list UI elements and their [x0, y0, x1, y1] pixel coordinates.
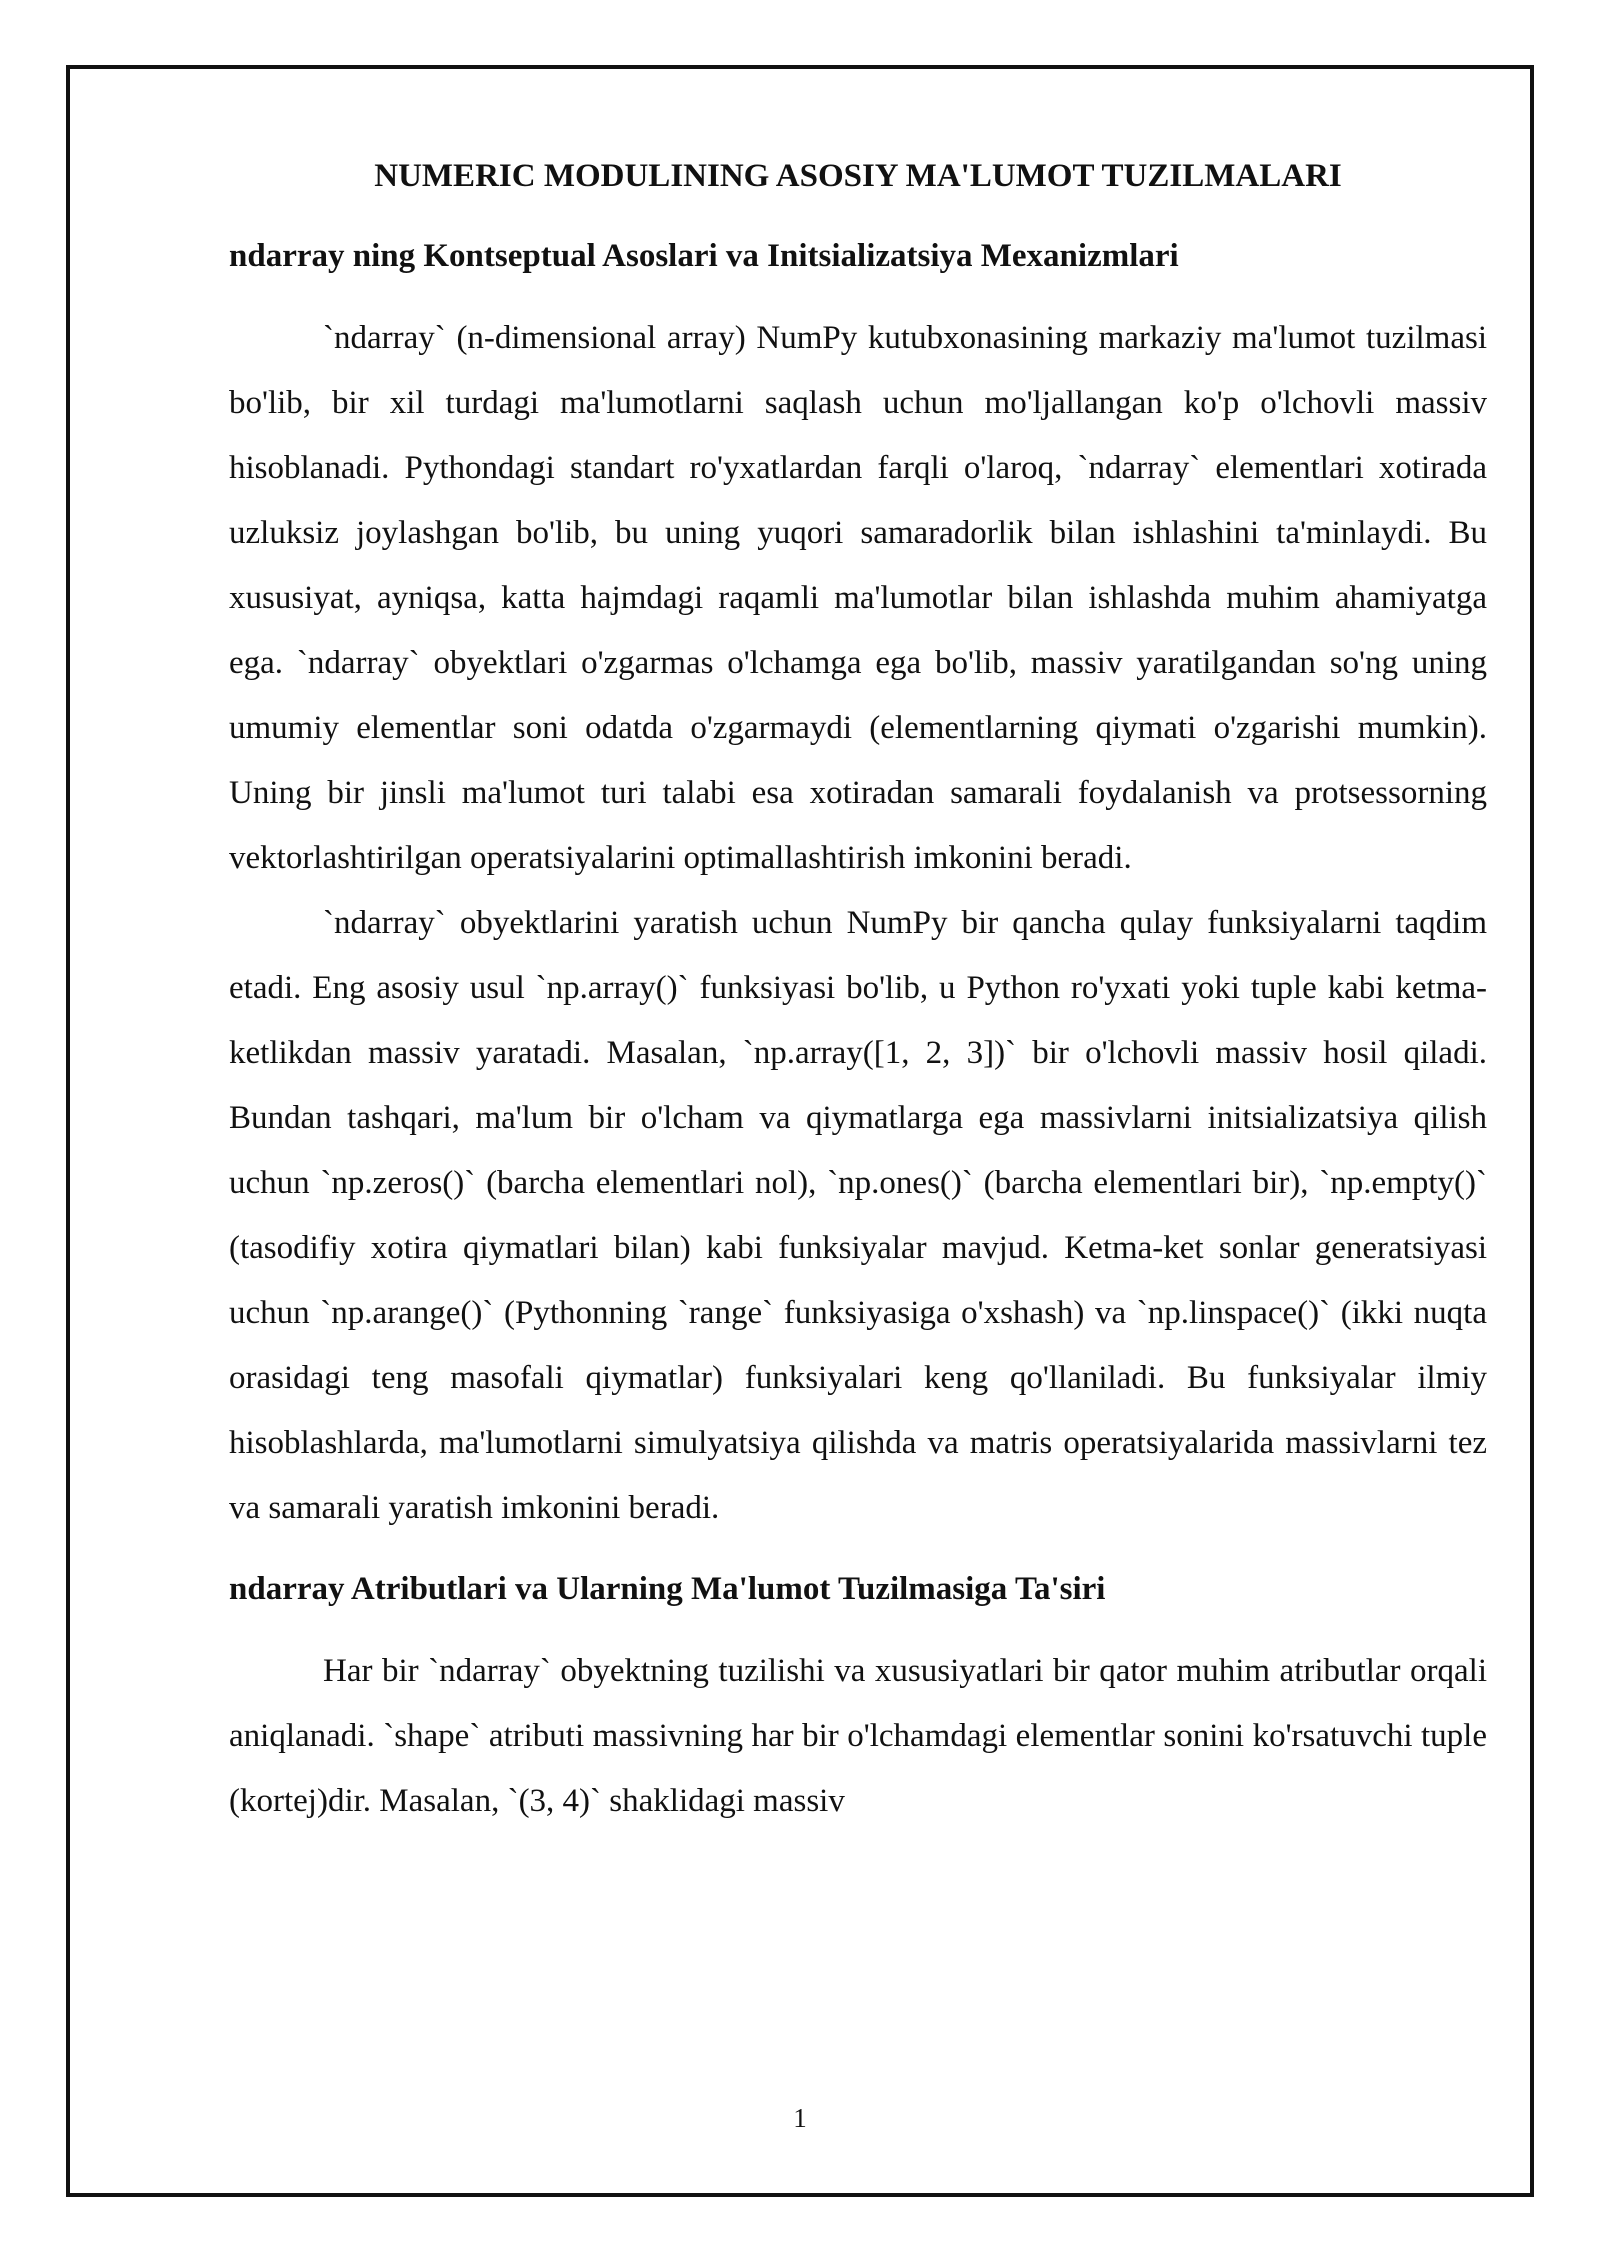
- paragraph: `ndarray` (n-dimensional array) NumPy kutubxonasining markaziy ma'lumot tuzilmasi bo'lib, bir xil turdagi ma'lumotlarni saqlash uchun mo'ljallangan ko'p o'lchovli massiv hisoblanadi. Pythondagi standart ro'yxatlardan farqli o'laroq, `ndarray` elementlari xotirada uzluksiz joylashgan bo'lib, bu uning yuqori samaradorlik bilan ishlashini ta'minlaydi. Bu xususiyat, ayniqsa, katta hajmdagi raqamli ma'lumotlar bilan ishlashda muhim ahamiyatga ega. `ndarray` obyektlari o'zgarmas o'lchamga ega bo'lib, massiv yaratilgandan so'ng uning umumiy elementlar soni odatda o'zgarmaydi (elementlarning qiymati o'zgarishi mumkin). Uning bir jinsli ma'lumot turi talabi esa xotiradan samarali foydalanish va protsessorning vektorlashtirilgan operatsiyalarini optimallashtirish imkonini beradi.: [229, 320, 1487, 876]
- section-heading: ndarray ning Kontseptual Asoslari va Initsializatsiya Mexanizmlari: [229, 238, 1179, 274]
- section-heading: ndarray Atributlari va Ularning Ma'lumot Tuzilmasiga Ta'siri: [229, 1571, 1106, 1607]
- document-title: NUMERIC MODULINING ASOSIY MA'LUMOT TUZILMALARI: [374, 158, 1342, 194]
- section-spacer: [229, 1541, 1487, 1563]
- paragraph: `ndarray` obyektlarini yaratish uchun NumPy bir qancha qulay funksiyalarni taqdim etadi. Eng asosiy usul `np.array()` funksiyasi bo'lib, u Python ro'yxati yoki tuple kabi ketma-ketlikdan massiv yaratadi. Masalan, `np.array([1, 2, 3])` bir o'lchovli massiv hosil qiladi. Bundan tashqari, ma'lum bir o'lcham va qiymatlarga ega massivlarni initsializatsiya qilish uchun `np.zeros()` (barcha elementlari nol), `np.ones()` (barcha elementlari bir), `np.empty()` (tasodifiy xotira qiymatlari bilan) kabi funksiyalar mavjud. Ketma-ket sonlar generatsiyasi uchun `np.arange()` (Pythonning `range` funksiyasiga o'xshash) va `np.linspace()` (ikki nuqta orasidagi teng masofali qiymatlar) funksiyalari keng qo'llaniladi. Bu funksiyalar ilmiy hisoblashlarda, ma'lumotlarni simulyatsiya qilishda va matris operatsiyalarida massivlarni tez va samarali yaratish imkonini beradi.: [229, 905, 1487, 1526]
- paragraph: Har bir `ndarray` obyektning tuzilishi va xususiyatlari bir qator muhim atributlar orqali aniqlanadi. `shape` atributi massivning har bir o'lchamdagi elementlar sonini ko'rsatuvchi tuple (kortej)dir. Masalan, `(3, 4)` shaklidagi massiv: [229, 1653, 1487, 1819]
- page-number: 1: [793, 2103, 807, 2133]
- document-body: [229, 150, 1487, 1834]
